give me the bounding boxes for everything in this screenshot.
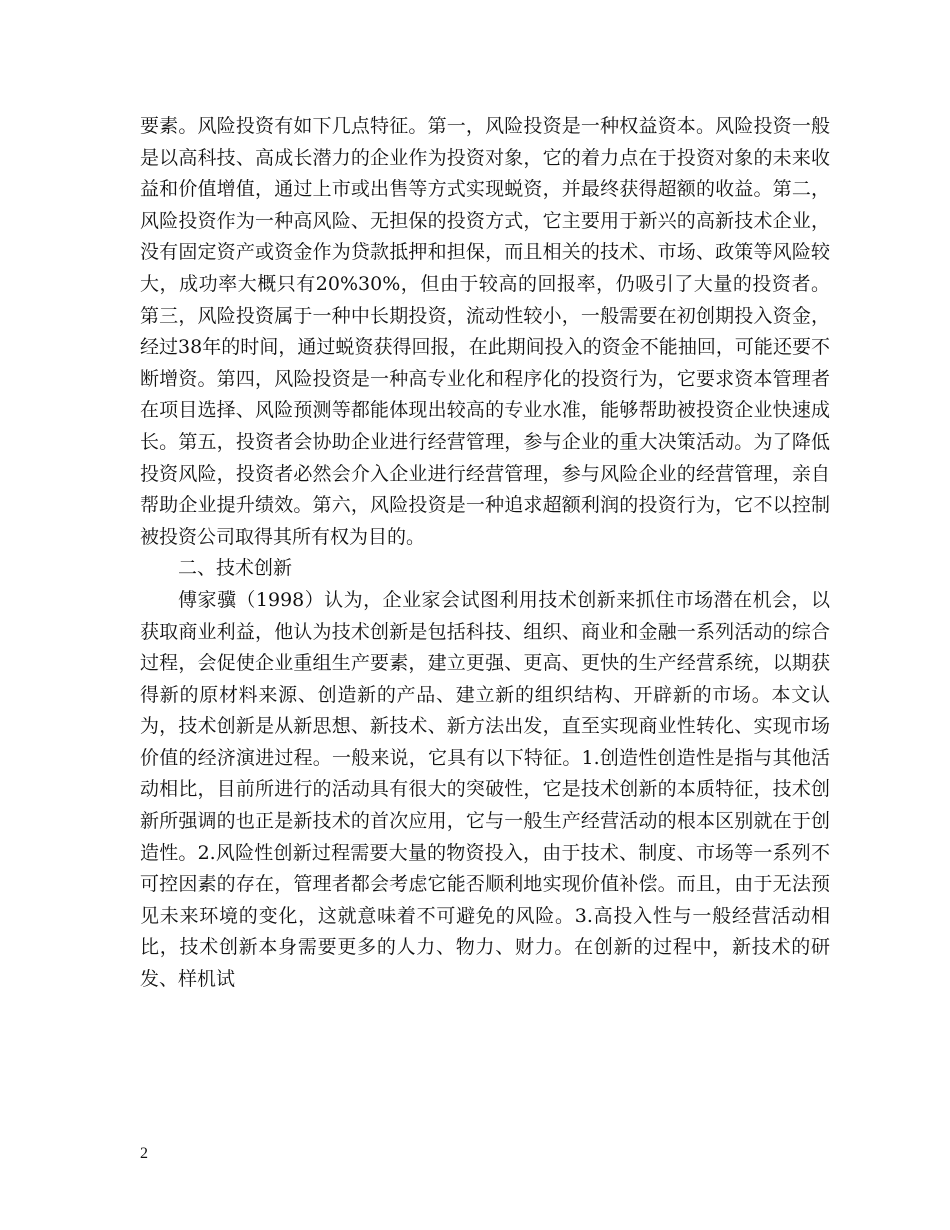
paragraph-risk-investment-features: 要素。风险投资有如下几点特征。第一，风险投资是一种权益资本。风险投资一般是以高科技、高成长潜力的企业作为投资对象，它的着力点在于投资对象的未来收益和价值增值，通过上市或出售等方式实现蜕资，并最终获得超额的收益。第二，风险投资作为一种高风险、无担保的投资方式，它主要用于新兴的高新技术企业，没有固定资产或资金作为贷款抵押和担保，而且相关的技术、市场、政策等风险较大，成功率大概只有20%30%，但由于较高的回报率，仍吸引了大量的投资者。第三，风险投资属于一种中长期投资，流动性较小，一般需要在初创期投入资金，经过38年的时间，通过蜕资获得回报，在此期间投入的资金不能抽回，可能还要不断增资。第四，风险投资是一种高专业化和程序化的投资行为，它要求资本管理者在项目选择、风险预测等都能体现出较高的专业水准，能够帮助被投资企业快速成长。第五，投资者会协助企业进行经营管理，参与企业的重大决策活动。为了降低投资风险，投资者必然会介入企业进行经营管理，参与风险企业的经营管理，亲自帮助企业提升绩效。第六，风险投资是一种追求超额利润的投资行为，它不以控制被投资公司取得其所有权为目的。 [140,115,830,548]
body-text [140,111,830,996]
paragraph-technology-innovation: 傅家骥（1998）认为，企业家会试图利用技术创新来抓住市场潜在机会，以获取商业利益，他认为技术创新是包括科技、组织、商业和金融一系列活动的综合过程，会促使企业重组生产要素，建立更强、更高、更快的生产经营系统，以期获得新的原材料来源、创造新的产品、建立新的组织结构、开辟新的市场。本文认为，技术创新是从新思想、新技术、新方法出发，直至实现商业性转化、实现市场价值的经济演进过程。一般来说，它具有以下特征。1.创造性创造性是指与其他活动相比，目前所进行的活动具有很大的突破性，它是技术创新的本质特征，技术创新所强调的也正是新技术的首次应用，它与一般生产经营活动的根本区别就在于创造性。2.风险性创新过程需要大量的物资投入，由于技术、制度、市场等一系列不可控因素的存在，管理者都会考虑它能否顺利地实现价值补偿。而且，由于无法预见未来环境的变化，这就意味着不可避免的风险。3.高投入性与一般经营活动相比，技术创新本身需要更多的人力、物力、财力。在创新的过程中，新技术的研发、样机试 [140,588,830,991]
section-heading-technology-innovation: 二、技术创新 [178,557,293,580]
page-number: 2 [140,1145,148,1162]
